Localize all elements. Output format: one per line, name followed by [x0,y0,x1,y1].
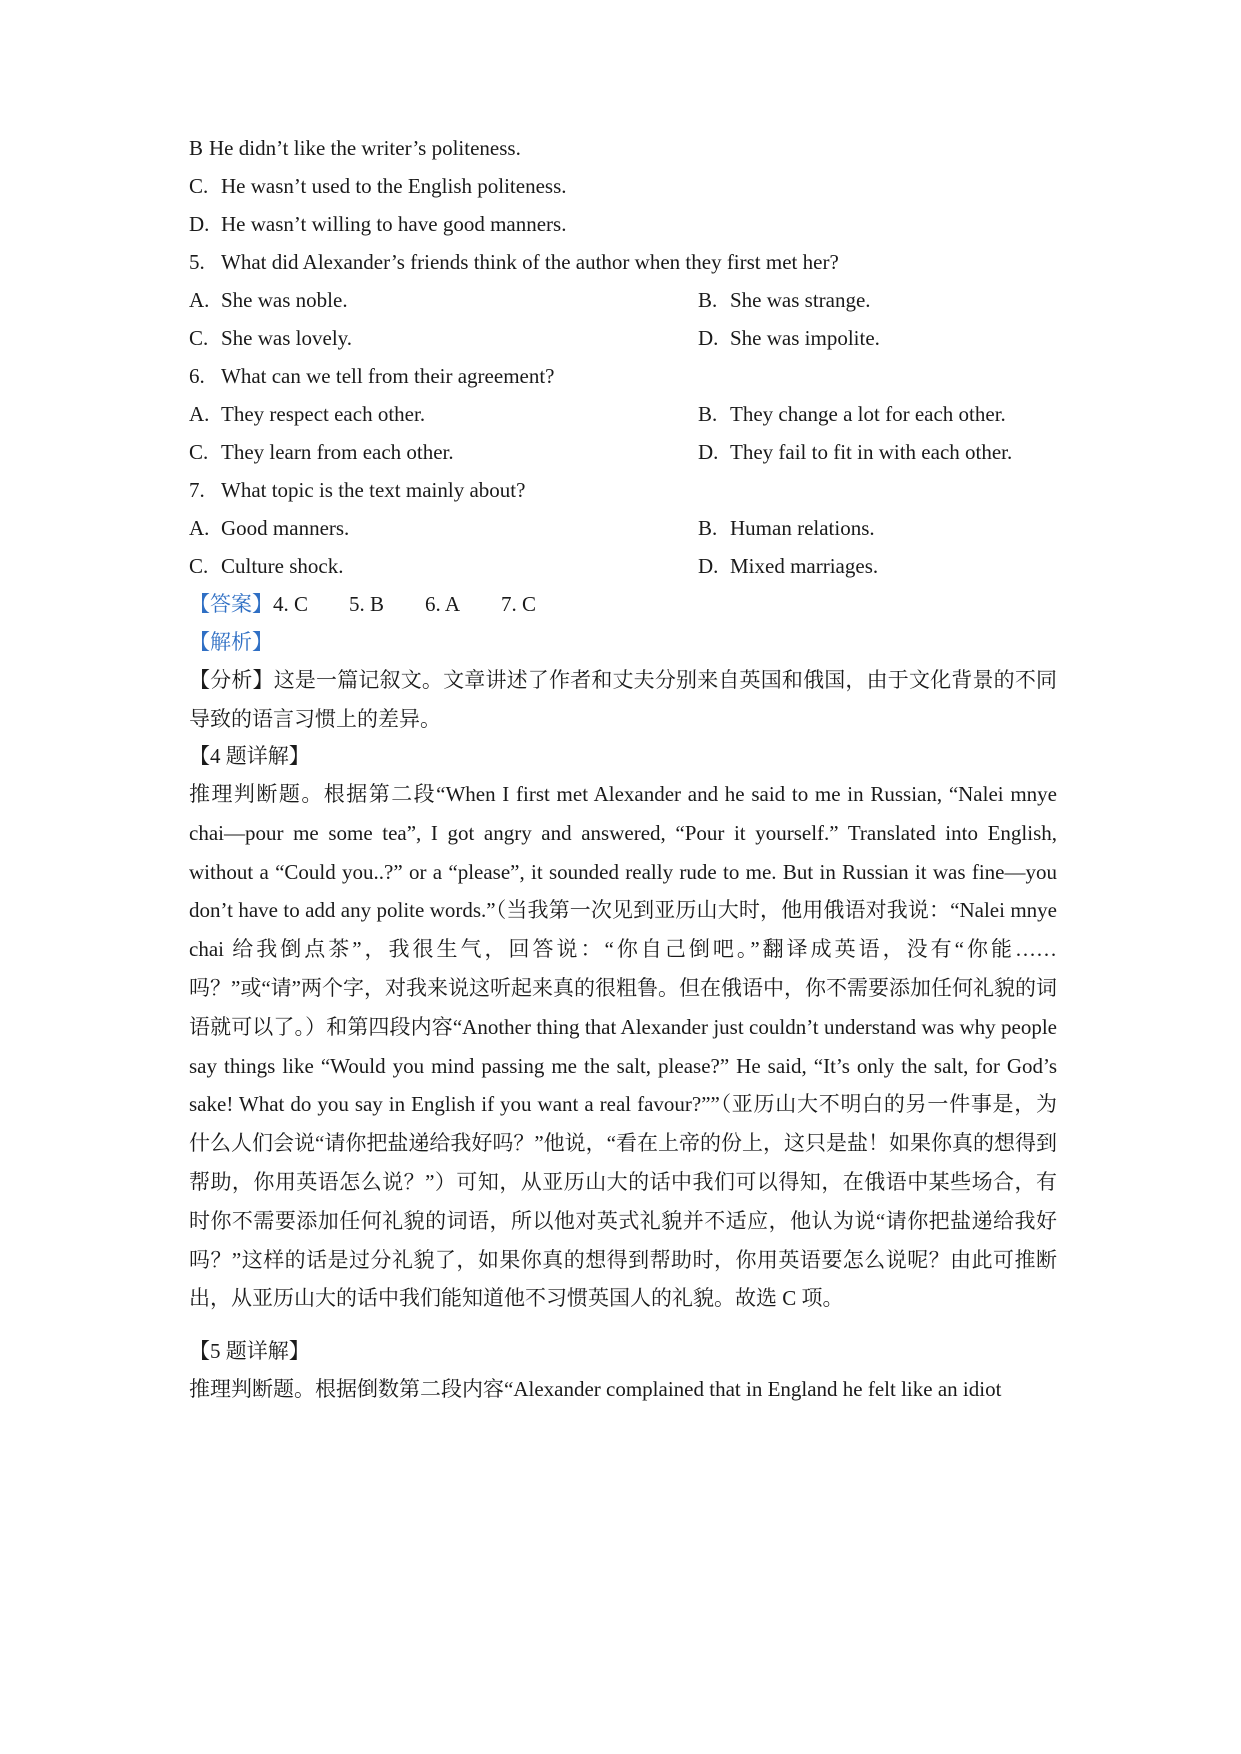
q5-option-a [189,288,348,312]
option-text: He wasn’t used to the English politeness. [221,174,567,198]
question-text: What topic is the text mainly about? [221,478,526,502]
q6-stem [189,364,555,388]
q5-detail-heading: 【5 题详解】 [189,1339,310,1363]
option-letter: D. [698,440,719,464]
answer-item: 4. C [273,592,309,616]
q6-option-b [698,402,1006,426]
answer-item: 5. B [349,592,385,616]
summary-paragraph [189,661,1057,739]
question-number: 5. [189,250,205,274]
option-text: They learn from each other. [221,440,454,464]
option-text: She was lovely. [221,326,353,350]
q7-option-c [189,554,343,578]
analysis-label: 【解析】 [189,630,273,654]
q7-stem [189,478,525,502]
q6-option-a [189,402,425,426]
q4-detail-paragraph: 推理判断题。根据第二段“When I first met Alexander and he said to me in Russian, “Nalei mnye chai—pour me some tea”, I got angry and answered, “Pour it yourself.” Translated into English, without a “Could you..?” or a “please”, it sounded really rude to me. But in Russian it was fine—you don’t have to add any polite words.”（当我第一次见到亚历山大时，他用俄语对我说：“Nalei mnye chai 给我倒点茶”，我很生气，回答说：“你自己倒吧。”翻译成英语，没有“你能……吗？”或“请”两个字，对我来说这听起来真的很粗鲁。但在俄语中，你不需要添加任何礼貌的词语就可以了。）和第四段内容“Another thing that Alexander just couldn’t understand was why people say things like “Would you mind passing me the salt, please?” He said, “It’s only the salt, for God’s sake! What do you say in English if you want a real favour?””（亚历山大不明白的另一件事是，为什么人们会说“请你把盐递给我好吗？”他说，“看在上帝的份上，这只是盐！如果你真的想得到帮助，你用英语怎么说？”）可知，从亚历山大的话中我们可以得知，在俄语中某些场合，有时你不需要添加任何礼貌的词语，所以他对英式礼貌并不适应，他认为说“请你把盐递给我好吗？”这样的话是过分礼貌了，如果你真的想得到帮助时，你用英语要怎么说呢？由此可推断出，从亚历山大的话中我们能知道他不习惯英国人的礼貌。故选 C 项。 [189,782,1057,1311]
option-letter: B [189,136,204,160]
option-text: She was strange. [730,288,871,312]
answer-label: 【答案】 [189,592,273,616]
q7-option-b [698,516,875,540]
option-letter: D. [698,326,719,350]
option-text: She was impolite. [730,326,880,350]
summary-text: 这是一篇记叙文。文章讲述了作者和丈夫分别来自英国和俄国，由于文化背景的不同导致的语言习惯上的差异。 [189,668,1057,731]
summary-label: 【分析】 [189,668,274,692]
q6-option-c [189,440,454,464]
option-text: He didn’t like the writer’s politeness. [209,136,521,160]
option-letter: A. [189,288,210,312]
question-text: What did Alexander’s friends think of the author when they first met her? [221,250,839,274]
option-text: She was noble. [221,288,348,312]
option-text: They change a lot for each other. [730,402,1006,426]
option-letter: B. [698,288,718,312]
q5-detail-paragraph: 推理判断题。根据倒数第二段内容“Alexander complained that in England he felt like an idiot [189,1377,1002,1401]
q4-option-b [189,136,521,160]
q5-option-b [698,288,871,312]
option-text: Good manners. [221,516,350,540]
option-text: They respect each other. [221,402,426,426]
option-letter: D. [189,212,210,236]
q5-option-c [189,326,352,350]
option-letter: A. [189,516,210,540]
q4-option-d [189,212,566,236]
option-letter: D. [698,554,719,578]
q4-detail-heading: 【4 题详解】 [189,744,310,768]
option-letter: C. [189,440,209,464]
option-text: Culture shock. [221,554,344,578]
option-letter: C. [189,174,209,198]
question-number: 7. [189,478,205,502]
option-letter: C. [189,326,209,350]
question-text: What can we tell from their agreement? [221,364,555,388]
q7-option-d [698,554,878,578]
question-number: 6. [189,364,205,388]
option-text: Human relations. [730,516,875,540]
option-letter: B. [698,516,718,540]
option-letter: B. [698,402,718,426]
answer-line [189,592,536,616]
option-text: They fail to fit in with each other. [730,440,1013,464]
q5-option-d [698,326,880,350]
q5-stem [189,250,839,274]
option-text: He wasn’t willing to have good manners. [221,212,567,236]
option-letter: A. [189,402,210,426]
q4-option-c [189,174,567,198]
option-letter: C. [189,554,209,578]
answer-item: 6. A [425,592,461,616]
answer-item: 7. C [501,592,537,616]
q7-option-a [189,516,349,540]
q6-option-d [698,440,1012,464]
option-text: Mixed marriages. [730,554,879,578]
